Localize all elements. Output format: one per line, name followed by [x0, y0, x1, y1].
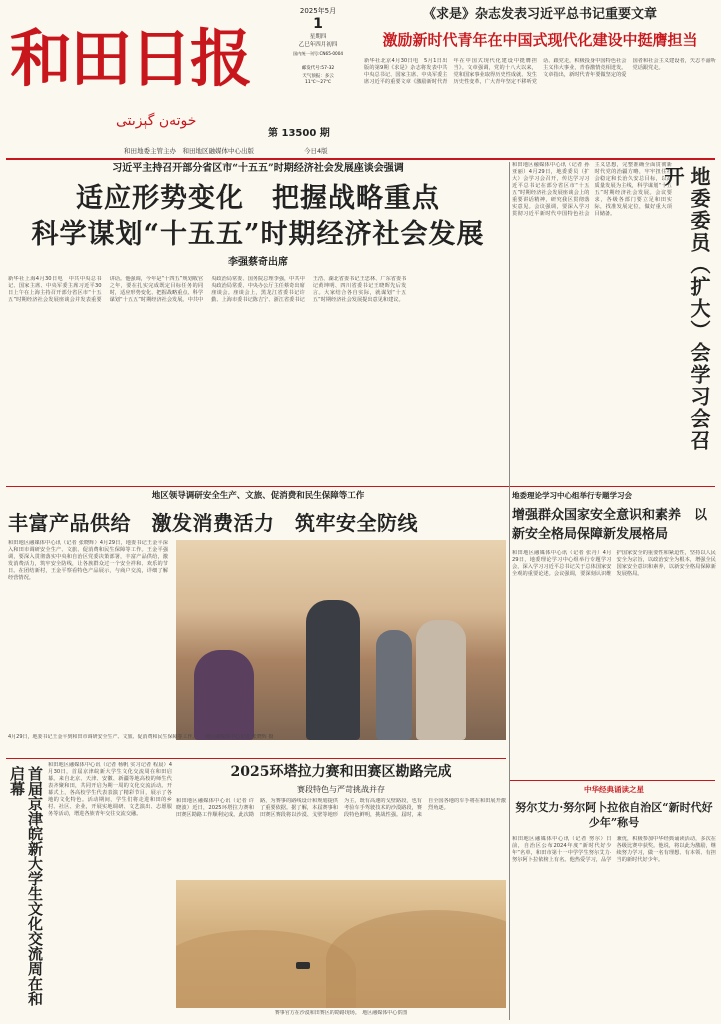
postal-code: 邮发代号:57-32: [301, 66, 335, 71]
photo-figure: [306, 600, 360, 740]
top-story-subtitle[interactable]: 激励新时代青年在中国式现代化建设中挺膺担当: [382, 31, 698, 49]
section-divider-1: [6, 486, 715, 487]
section-divider-2: [6, 758, 506, 759]
side-story-headline[interactable]: 地委委员（扩大）会学习会召开: [661, 166, 711, 452]
section-4-photo-caption: 赛事官方在沙漠和田赛区的勘路现场。 地区融媒体中心供图: [274, 1010, 408, 1016]
issue-number: 第 13500 期: [268, 128, 330, 139]
section-3-body: 和田地区融媒体中心讯（记者 杨帆 实习记者 程晨）4月30日，首届京津皖新大学生文化交流周在和田启幕。来自北京、天津、安徽、新疆等地高校的师生代表齐聚和田，共同开启为期一周的文化交流活动。开幕式上，各高校学生代表表演了精彩节目，展示了各地的文化特色。活动期间，学生们将走进和田的乡村、社区、企业，开展实地调研、文艺演出、志愿服务等活动，增进各族青年交往交流交融。: [48, 762, 172, 817]
section-4: [176, 762, 506, 1020]
weather-low: 11℃: [304, 80, 316, 85]
section-1-body: 和田地区融媒体中心讯（记者 张晓辉）4月29日，地委书记王金平深入和田市调研安全生产、文旅、促消费和民生保障等工作。王金平强调，要深入贯彻落实中央和自治区党委决策部署，丰富产品供给，激发消费活力，筑牢安全防线，让各族群众过一个安全祥和、欢乐的节日。在团结新村，王金平察看特色产品展示，与商户交流，详细了解经营情况。: [8, 540, 168, 581]
photo-vehicle: [296, 962, 310, 969]
side-story: [512, 162, 716, 484]
top-story-body: 新华社北京4月30日电 5月1日出版的第9期《求是》杂志将发表中共中央总书记、国家主席、中央军委主席习近平的重要文章《激励新时代青年在中国式现代化建设中挺膺担当》。文章强调，党的十八大以来，党和国家事业取得历史性成就、发生历史性变革，广大青年坚定不移听党话、跟党走，积极投身中国特色社会主义伟大事业，青春激情竞相迸发。文章指出，新时代青年要做坚定的爱国者和社会主义建设者，矢志不渝听党话跟党走。: [364, 58, 716, 85]
section-1-headline[interactable]: 丰富产品供给 激发消费活力 筑牢安全防线: [8, 511, 418, 535]
weather-high: 27℃: [320, 80, 332, 85]
section-divider-3: [510, 780, 715, 781]
lead-story: [8, 162, 508, 484]
top-story-title[interactable]: 《求是》杂志发表习近平总书记重要文章: [422, 7, 657, 22]
section-5-kicker: 中华经典诵读之星: [584, 785, 644, 794]
masthead-uyghur-title: خوتەن گېزىتى: [116, 113, 197, 129]
date-year-month: 2025年5月: [299, 7, 337, 15]
lunar-date: 乙巳年四月初四: [298, 42, 338, 48]
photo-credit: 地区融媒体中心记者 张晓辉 摄: [205, 734, 274, 740]
section-4-body: 和田地区融媒体中心讯（记者 许晓波）近日，2025环塔拉力赛和田赛区勘路工作顺利完成。此次勘路，为赛事的路线设计和规划提供了重要依据。据了解，本届赛事和田赛区赛段将以沙漠、戈壁等地形为主，既有高速的戈壁路段，也有考验车手驾驶技术的沙漠路段，赛段特色鲜明，挑战性强。届时，来自全国各地的车手将在和田展开激烈角逐。: [176, 798, 506, 818]
cn-code: 国内统一刊号:CN65-0004: [292, 51, 344, 56]
masthead-divider: [6, 158, 715, 160]
section-5-body: 和田地区融媒体中心讯（记者 努尔）日前，自治区公布2024年度“新时代好少年”名单，和田市第十一中学学生努尔艾力·努尔阿卜拉依榜上有名。他热爱学习，品学兼优，积极参加中华经典诵读活动，多次在各级比赛中获奖。他说，将以此为激励，继续努力学习，做一名有理想、有本领、有担当的新时代好少年。: [512, 836, 716, 863]
section-4-photo: [176, 880, 506, 1008]
section-3: [8, 762, 172, 1020]
section-5: [512, 784, 716, 1020]
lead-body: 新华社上海4月30日电 中共中央总书记、国家主席、中央军委主席习近平30日上午在上海主持召开部分省区市“十五五”时期经济社会发展座谈会并发表重要讲话。他强调，今年是“十四五”规划收官之年，要在扎实完成既定目标任务的同时，适应形势变化、把握战略重点、科学谋划“十五五”时期经济社会发展。中共中央政治局常委、国务院总理李强，中共中央政治局常委、中央办公厅主任蔡奇出席座谈会。座谈会上，黑龙江省委书记许勤、上海市委书记陈吉宁、浙江省委书记王浩、湖北省委书记王忠林、广东省委书记黄坤明、四川省委书记王晓晖先后发言。大家结合各自实际，就谋划“十五五”时期经济社会发展提出意见和建议。: [8, 276, 407, 303]
section-3-headline[interactable]: 首届京津皖新大学生文化交流周在和启幕: [8, 766, 44, 1006]
photo-figure: [416, 620, 466, 740]
section-4-subtitle: 赛段特色与严苛挑战并存: [297, 785, 385, 794]
section-2-headline[interactable]: 增强群众国家安全意识和素养 以新安全格局保障新发展格局: [512, 508, 708, 542]
page-count: 今日4版: [304, 147, 328, 155]
section-4-headline[interactable]: 2025环塔拉力赛和田赛区勘路完成: [230, 764, 452, 780]
lead-headline-2[interactable]: 科学谋划“十五五”时期经济社会发展: [31, 219, 485, 250]
section-5-headline[interactable]: 努尔艾力·努尔阿卜拉依自治区“新时代好少年”称号: [515, 801, 713, 829]
photo-dune: [326, 910, 506, 1008]
photo-figure: [376, 630, 412, 740]
section-2-body: 和田地区融媒体中心讯（记者 张丹）4月29日，地委理论学习中心组举行专题学习会，深入学习习近平总书记关于总体国家安全观的重要论述。会议强调，要深刻认识维护国家安全的重要性和紧迫性，坚持以人民安全为宗旨，以政治安全为根本，增强全民国家安全意识和素养，以新安全格局保障新发展格局。: [512, 550, 716, 577]
photo-figure: [194, 650, 254, 740]
section-2-kicker: 地委理论学习中心组举行专题学习会: [512, 491, 632, 500]
date-block: 2025年5月 1 星期四 乙巳年四月初四 国内统一刊号:CN65-0004 邮发代号:57-32 天气预报：多云 11℃～27℃: [278, 6, 358, 114]
date-day: 1: [313, 16, 323, 32]
section-1-kicker: 地区领导调研安全生产、文旅、促消费和民生保障等工作: [151, 491, 365, 501]
section-1-photo: [176, 540, 506, 740]
top-story: [364, 6, 716, 156]
column-divider: [509, 162, 510, 1020]
lead-kicker: 习近平主持召开部分省区市“十五五”时期经济社会发展座谈会强调: [112, 163, 404, 174]
photo-caption-text: 4月29日，地委书记王金平到和田市调研安全生产、文旅、促消费和民生保障等工作。: [8, 734, 198, 740]
section-2: [512, 490, 716, 780]
lead-byline: 李强蔡奇出席: [228, 257, 288, 268]
weather-title: 天气预报：多云: [302, 74, 334, 79]
lead-headline-1[interactable]: 适应形势变化 把握战略重点: [76, 183, 440, 214]
publisher-line: 和田地委主管主办 和田地区融媒体中心出版: [124, 147, 254, 155]
section-1-photo-caption: [8, 734, 508, 750]
weekday: 星期四: [309, 34, 327, 40]
section-1: [8, 490, 508, 756]
side-story-body: 和田地区融媒体中心讯（记者 孙亚丽）4月29日，地委委员（扩大）会学习会召开，传达学习习近平总书记在部分省区市“十五五”时期经济社会发展座谈会上的重要讲话精神，研究我区贯彻落实意见。会议强调，要深入学习贯彻习近平新时代中国特色社会主义思想，完整准确全面贯彻新时代党的治疆方略，牢牢扭住社会稳定和长治久安总目标，以高质量发展为主线，科学谋划“十五五”时期经济社会发展。会议要求，各级各部门要立足和田实际，找准发展定位，做好重大项目储备。: [512, 162, 672, 217]
masthead-title: 和田日报: [10, 22, 251, 95]
